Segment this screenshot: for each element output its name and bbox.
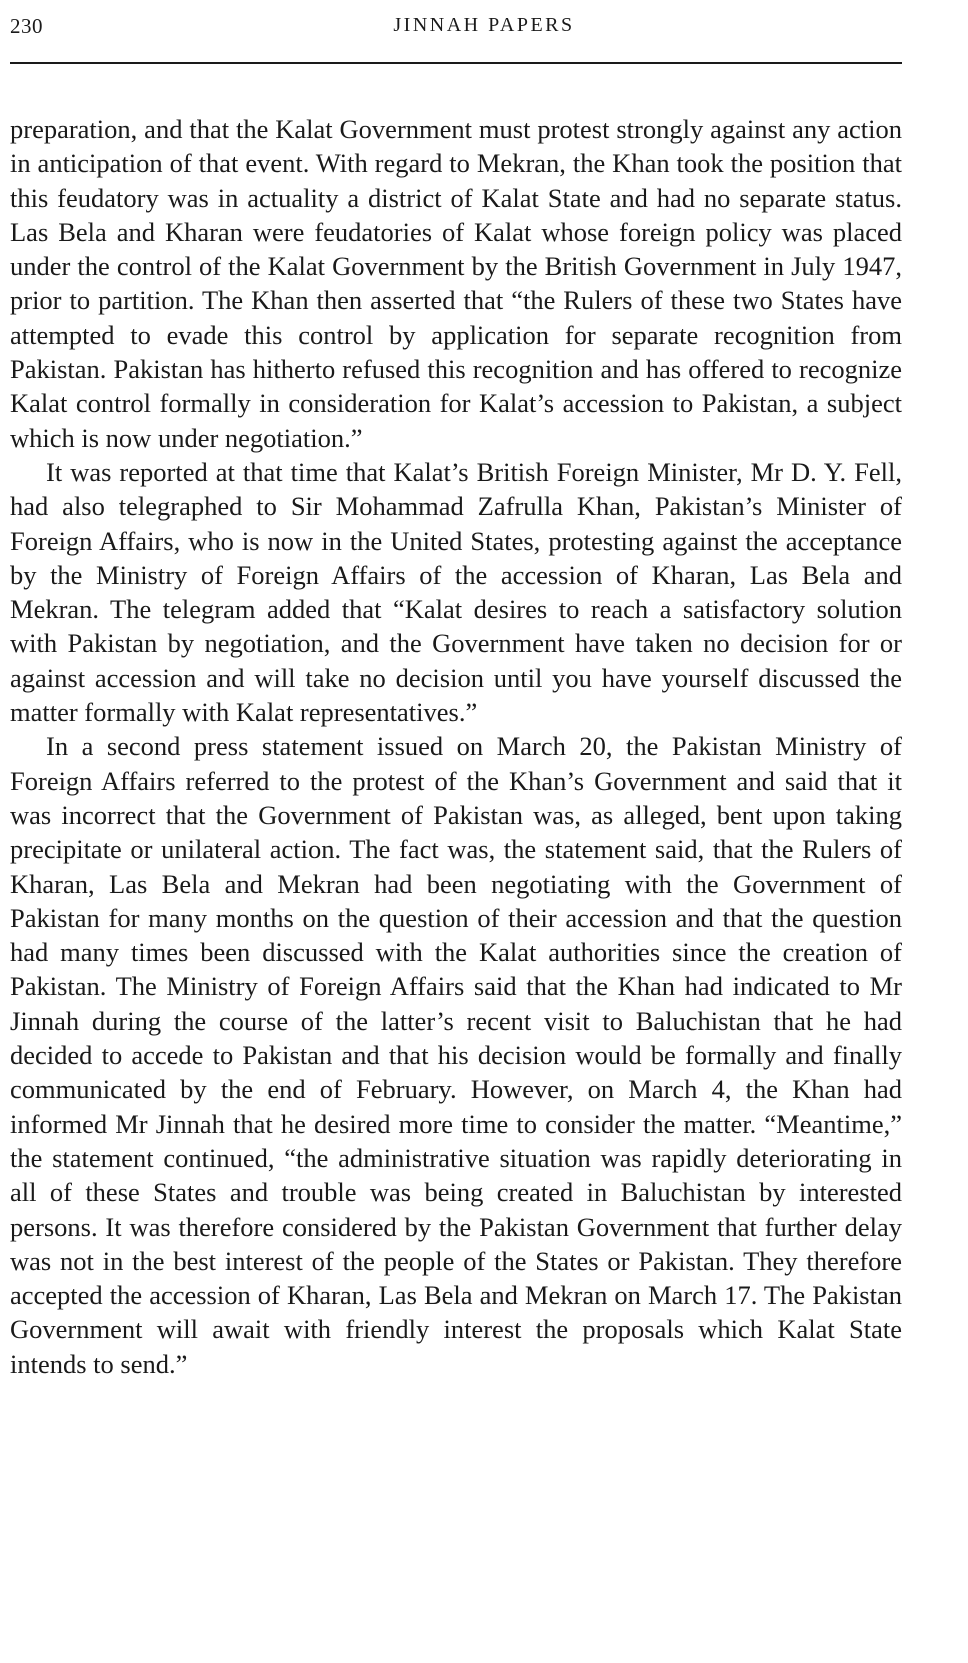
page-header [0, 0, 968, 60]
paragraph-1: preparation, and that the Kalat Government must protest strongly against any action in anticipation of that event. With regard to Mekran, the Khan took the position that this feudatory was in actuality a district of Kalat State and had no separate status. Las Bela and Kharan were feudatories of Kalat whose foreign policy was placed under the control of the Kalat Government by the British Government in July 1947, prior to partition. The Khan then asserted that “the Rulers of these two States have attempted to evade this control by application for separate recognition from Pakistan. Pakistan has hitherto refused this recognition and has offered to recognize Kalat control formally in consideration for Kalat’s accession to Pakistan, a subject which is now under negotiation.” [10, 114, 902, 453]
paragraph-3: In a second press statement issued on March 20, the Pakistan Ministry of Foreign Affairs referred to the protest of the Khan’s Government and said that it was incorrect that the Government of Pakistan was, as alleged, bent upon taking precipitate or unilateral action. The fact was, the statement said, that the Rulers of Kharan, Las Bela and Mekran had been negotiating with the Government of Pakistan for many months on the question of their accession and that the question had many times been discussed with the Kalat authorities since the creation of Pakistan. The Ministry of Foreign Affairs said that the Khan had indicated to Mr Jinnah during the course of the latter’s recent visit to Baluchistan that he had decided to accede to Pakistan and that his decision would be formally and finally communicated by the end of February. However, on March 4, the Khan had informed Mr Jinnah that he desired more time to consider the matter. “Meantime,” the statement continued, “the administrative situation was rapidly deteriorating in all of these States and trouble was being created in Baluchistan by interested persons. It was therefore considered by the Pakistan Government that further delay was not in the best interest of the people of the States or Pakistan. They therefore accepted the accession of Kharan, Las Bela and Mekran on March 17. The Pakistan Government will await with friendly interest the proposals which Kalat State intends to send.” [10, 731, 902, 1379]
page-number: 230 [10, 14, 43, 38]
body-text [10, 112, 902, 1381]
header-rule [10, 62, 902, 64]
paragraph-2: It was reported at that time that Kalat’s British Foreign Minister, Mr D. Y. Fell, had also telegraphed to Sir Mohammad Zafrulla Khan, Pakistan’s Minister of Foreign Affairs, who is now in the United States, protesting against the acceptance by the Ministry of Foreign Affairs of the accession of Kharan, Las Bela and Mekran. The telegram added that “Kalat desires to reach a satisfactory solution with Pakistan by negotiation, and the Government have taken no decision for or against accession and will take no decision until you have yourself discussed the matter formally with Kalat representatives.” [10, 456, 902, 728]
running-head: JINNAH PAPERS [393, 14, 575, 36]
